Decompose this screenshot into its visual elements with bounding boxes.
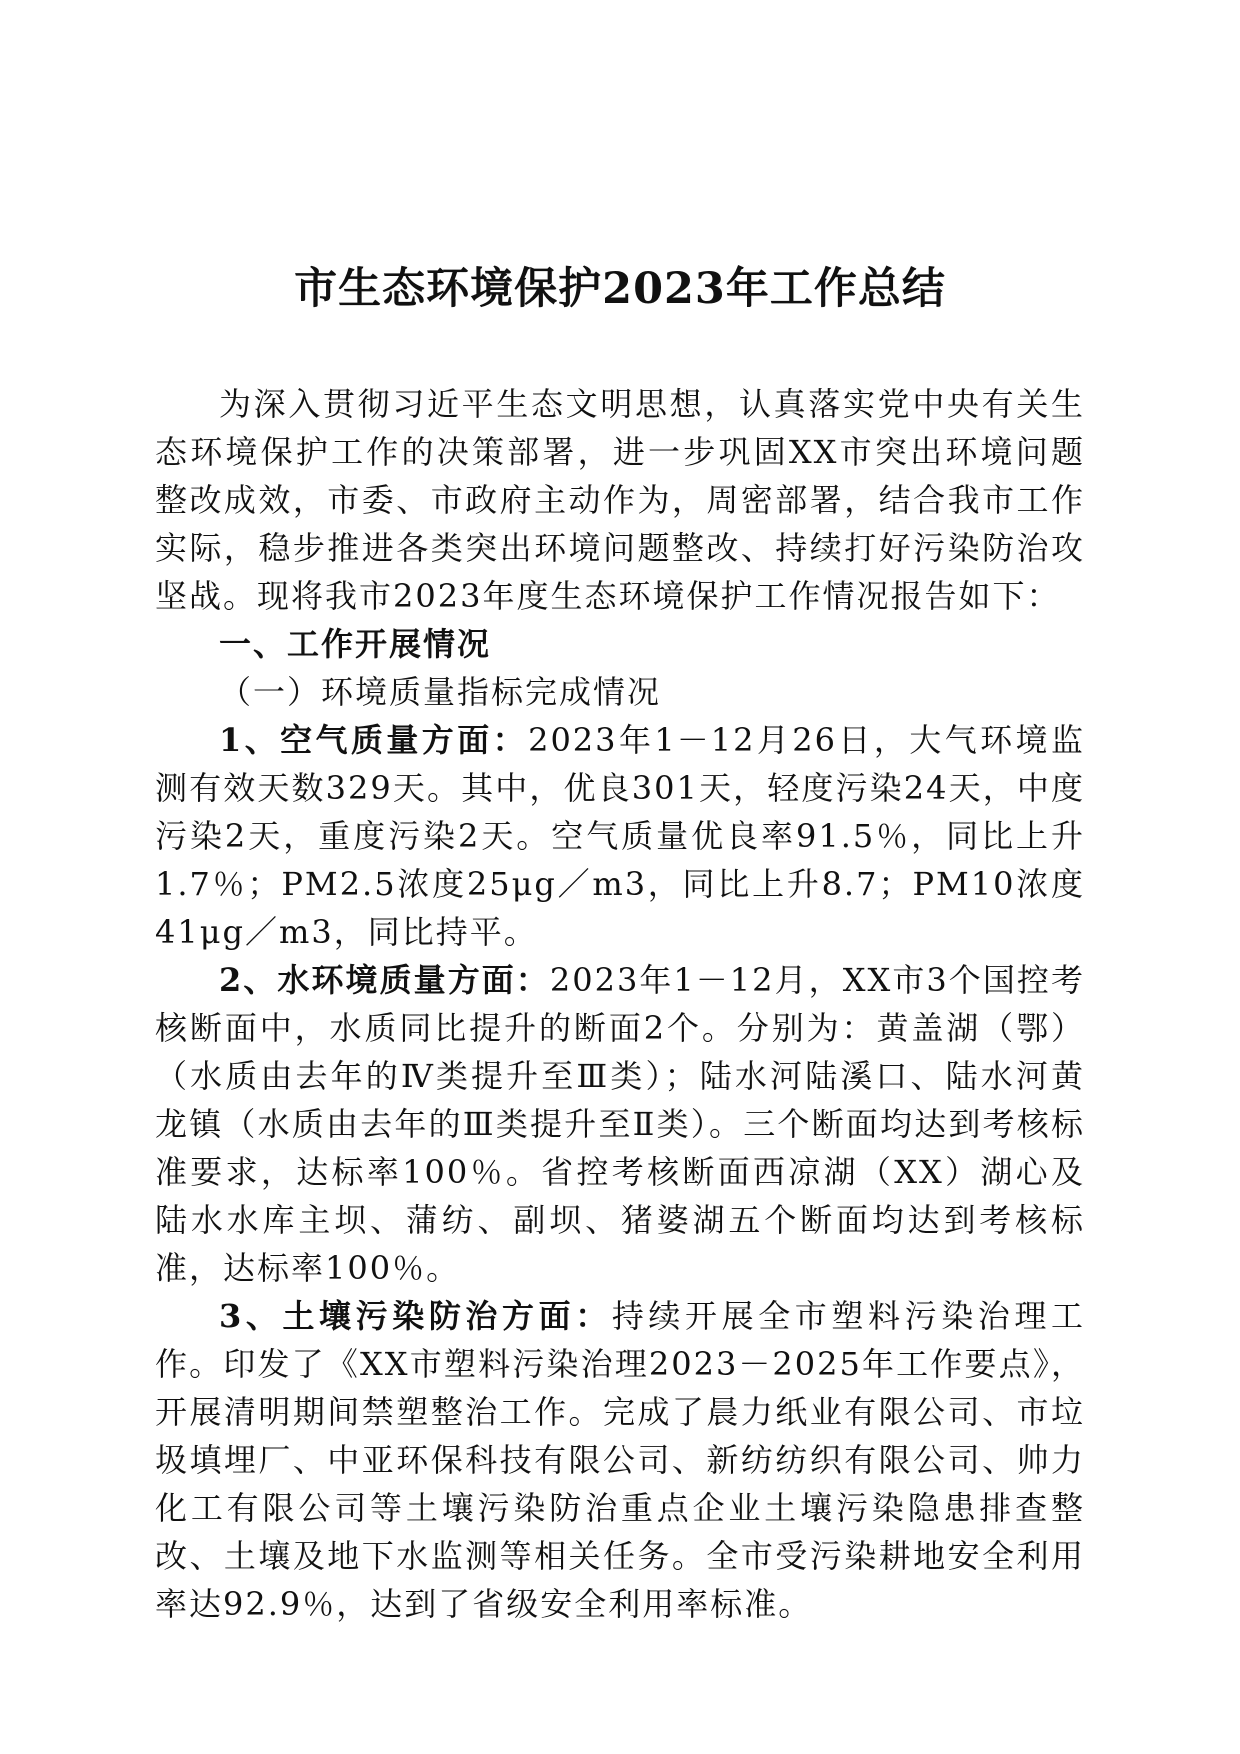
intro-paragraph: 为深入贯彻习近平生态文明思想，认真落实党中央有关生态环境保护工作的决策部署，进一步巩固XX市突出环境问题整改成效，市委、市政府主动作为，周密部署，结合我市工作实际，稳步推进各类突出环境问题整改、持续打好污染防治攻坚战。现将我市2023年度生态环境保护工作情况报告如下： [155,385,1085,615]
paragraph-lead: 1、空气质量方面： [219,721,529,759]
soil-pollution-paragraph [155,1292,1085,1628]
water-quality-paragraph [155,956,1085,1292]
document-body [155,380,1085,1628]
document-title: 市生态环境保护2023年工作总结 [294,264,946,314]
paragraph-lead: 2、水环境质量方面： [219,961,550,999]
subsection-heading: （一）环境质量指标完成情况 [219,673,662,711]
paragraph-text: 2023年1－12月，XX市3个国控考核断面中，水质同比提升的断面2个。分别为：黄盖湖（鄂）（水质由去年的Ⅳ类提升至Ⅲ类）；陆水河陆溪口、陆水河黄龙镇（水质由去年的Ⅲ类提升至Ⅱ类）。三个断面均达到考核标准要求，达标率100％。省控考核断面西凉湖（XX）湖心及陆水水库主坝、蒲纺、副坝、猪婆湖五个断面均达到考核标准，达标率100％。 [155,961,1085,1287]
paragraph-text: 持续开展全市塑料污染治理工作。印发了《XX市塑料污染治理2023－2025年工作要点》，开展清明期间禁塑整治工作。完成了晨力纸业有限公司、市垃圾填埋厂、中亚环保科技有限公司、新纺纺织有限公司、帅力化工有限公司等土壤污染防治重点企业土壤污染隐患排查整改、土壤及地下水监测等相关任务。全市受污染耕地安全利用率达92.9％，达到了省级安全利用率标准。 [155,1297,1085,1623]
paragraph-text: 2023年1－12月26日，大气环境监测有效天数329天。其中，优良301天，轻度污染24天，中度污染2天，重度污染2天。空气质量优良率91.5％，同比上升1.7％；PM2.5浓度25μg／m3，同比上升8.7；PM10浓度41μg／m3，同比持平。 [155,721,1085,951]
paragraph-lead: 3、土壤污染防治方面： [219,1297,612,1335]
section-heading: 一、工作开展情况 [219,625,492,663]
air-quality-paragraph [155,716,1085,956]
